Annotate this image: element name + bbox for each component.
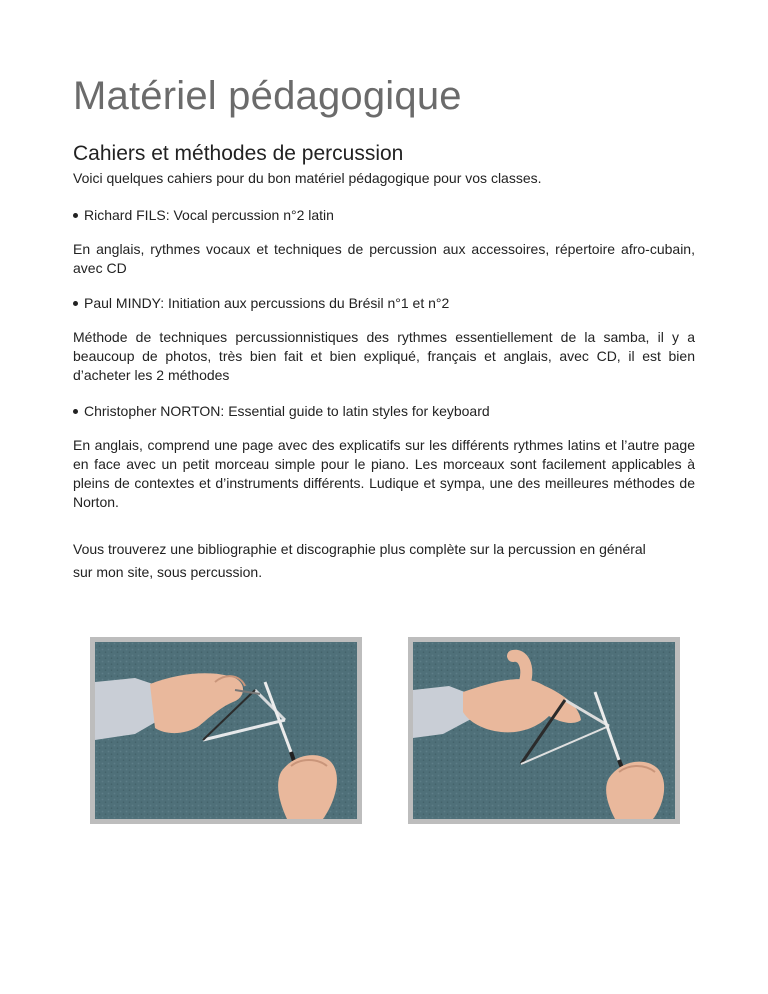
triangle-playing-image-2 (413, 642, 675, 819)
book-title-2: Paul MINDY: Initiation aux percussions du Brésil n°1 et n°2 (84, 295, 450, 311)
bullet-icon (73, 213, 78, 218)
closing-line-2: sur mon site, sous percussion. (73, 564, 263, 580)
book-description-1: En anglais, rythmes vocaux et techniques de percussion aux accessoires, répertoire afro-cubain, avec CD (73, 241, 695, 276)
bullet-icon (73, 301, 78, 306)
triangle-playing-image-1 (95, 642, 357, 819)
book-item-1 (73, 206, 334, 225)
book-description-3: En anglais, comprend une page avec des explicatifs sur les différents rythmes latins et l’autre page en face avec un petit morceau simple pour le piano. Les morceaux sont facilement applicables à pleins de contextes et d’instruments différents. Ludique et sympa, une des meilleures méthodes de Norton. (73, 437, 695, 510)
intro-text: Voici quelques cahiers pour du bon matériel pédagogique pour vos classes. (73, 170, 542, 186)
book-item-2 (73, 294, 449, 313)
book-item-3 (73, 402, 490, 421)
page-title: Matériel pédagogique (73, 74, 462, 118)
triangle-photo-1 (90, 637, 362, 824)
book-title-3: Christopher NORTON: Essential guide to latin styles for keyboard (84, 403, 490, 419)
closing-line-1: Vous trouverez une bibliographie et discographie plus complète sur la percussion en général (73, 541, 646, 557)
book-title-1: Richard FILS: Vocal percussion n°2 latin (84, 207, 334, 223)
bullet-icon (73, 409, 78, 414)
section-title: Cahiers et méthodes de percussion (73, 142, 404, 165)
book-description-2: Méthode de techniques percussionnistiques des rythmes essentiellement de la samba, il y a beaucoup de photos, très bien fait et bien expliqué, français et anglais, avec CD, il est bien d’acheter les 2 méthodes (73, 329, 695, 383)
triangle-photo-2 (408, 637, 680, 824)
